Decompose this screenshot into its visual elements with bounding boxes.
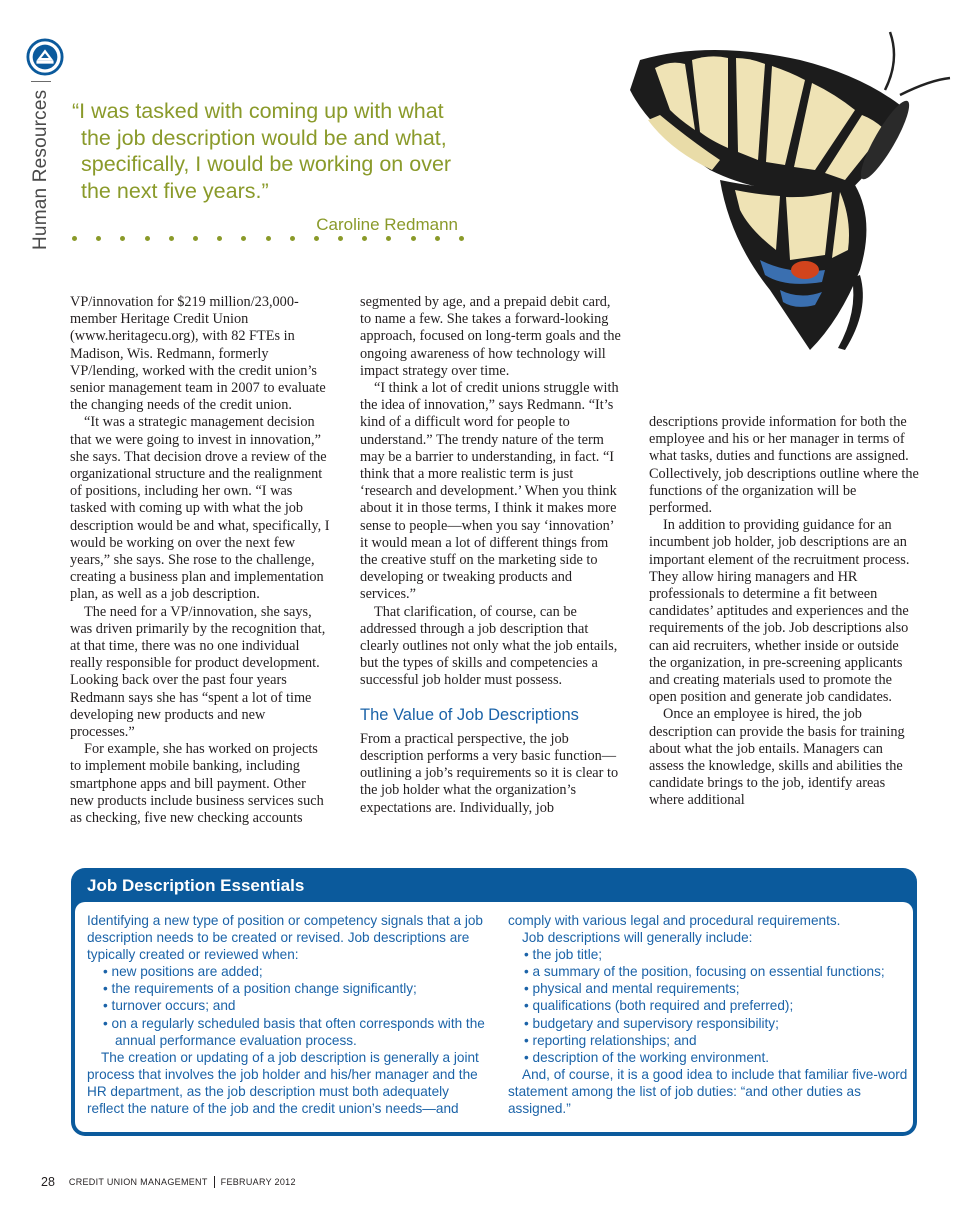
pull-quote-author: Caroline Redmann — [316, 215, 458, 234]
box-paragraph: The creation or updating of a job description is generally a joint process that involves the job holder and his/her manager and the HR department, as the job description must both adequately reflect the nature of the job and the credit union’s needs—and — [87, 1049, 479, 1117]
box-paragraph: Identifying a new type of position or competency signals that a job description needs to be created or revised. Job descriptions are typically created or reviewed when: — [87, 913, 483, 963]
pull-quote — [72, 98, 472, 239]
section-label-text: Human Resources — [30, 89, 51, 250]
article-column-2 — [360, 294, 624, 817]
article-paragraph: VP/innovation for $219 million/23,000-member Heritage Credit Union (www.heritagecu.org), with 82 FTEs in Madison, Wis. Redmann, formerly VP/lending, worked with the credit union’s senior management team in 2007 to evaluate the changing needs of the credit union. — [70, 294, 326, 414]
article-paragraph: descriptions provide information for both the employee and his or her manager in terms of what tasks, duties and functions are assigned. Collectively, job descriptions outline where the functions of the organization will be performed. — [649, 414, 919, 517]
box-column-left — [87, 912, 487, 1117]
cu-logo-icon — [26, 38, 64, 76]
article-paragraph: That clarification, of course, can be addressed through a job description that clearly outlines not only what the job entails, but the types of skills and competencies a successful job holder must possess. — [360, 603, 618, 689]
article-paragraph: “It was a strategic management decision that we were going to invest in innovation,” she says. That decision drove a review of the organizational structure and the realignment of positions, including her own. “I was tasked with coming up with what the job description would be and what, specifically, I would be working on over the next few years,” she says. She rose to the challenge, creating a business plan and implementation plan, as well as a job description. — [70, 414, 330, 603]
article-column-1 — [70, 294, 330, 827]
box-content — [75, 902, 913, 1132]
article-column-3 — [649, 414, 919, 810]
list-item: • description of the working environment. — [524, 1049, 770, 1065]
section-heading: The Value of Job Descriptions — [360, 705, 579, 724]
article-paragraph: segmented by age, and a prepaid debit card, to name a few. She takes a forward-looking approach, focused on long-term goals and the ongoing awareness of how technology will impact strategy over time. — [360, 294, 621, 379]
list-item: • the job title; — [524, 947, 603, 963]
box-paragraph: Job descriptions will generally include: — [522, 930, 753, 946]
list-item: • turnover occurs; and — [103, 998, 236, 1014]
box-paragraph: And, of course, it is a good idea to include that familiar five-word statement among the list of job duties: “and other duties as assigned.” — [508, 1066, 908, 1117]
box-paragraph: comply with various legal and procedural requirements. — [508, 913, 841, 928]
job-description-essentials-box — [71, 868, 917, 1136]
list-item: • on a regularly scheduled basis that often corresponds with the annual performance evaluation process. — [103, 1015, 485, 1048]
section-label — [30, 81, 52, 250]
list-item: • qualifications (both required and preferred); — [524, 998, 794, 1014]
article-paragraph: For example, she has worked on projects to implement mobile banking, including smartphone apps and bill payment. Other new products include business services such as checking, five new checking accounts — [70, 741, 324, 827]
page-number: 28 — [41, 1175, 55, 1189]
list-item: • the requirements of a position change significantly; — [103, 981, 417, 997]
butterfly-image — [600, 20, 960, 360]
publication-name: CREDIT UNION MANAGEMENT — [68, 1177, 208, 1187]
page-footer — [41, 1175, 296, 1189]
article-paragraph: In addition to providing guidance for an incumbent job holder, job descriptions are an important element of the recruitment process. They allow hiring managers and HR professionals to determine a fit between candidates’ aptitudes and experiences and the requirements of the job. Job descriptions also can aid recruiters, whether inside or outside the organization, in pre-screening applicants and creating materials used to promote the open position and generate job candidates. — [649, 517, 910, 706]
list-item: • reporting relationships; and — [524, 1032, 697, 1048]
footer-divider — [214, 1176, 215, 1188]
list-item: • budgetary and supervisory responsibility; — [524, 1015, 779, 1031]
article-paragraph: Once an employee is hired, the job description can provide the basis for training about what the job entails. Managers can assess the knowledge, skills and abilities the candidate brings to the job, identify areas where additional — [649, 706, 905, 809]
section-divider — [31, 81, 51, 82]
article-paragraph: From a practical perspective, the job description performs a very basic function—outlining a job’s requirements so it is clear to the job holder what the organization’s expectations are. Individually, job — [360, 730, 619, 816]
box-column-right — [508, 912, 908, 1117]
list-item: • physical and mental requirements; — [524, 981, 740, 997]
list-item: • a summary of the position, focusing on essential functions; — [524, 964, 885, 980]
list-item: • new positions are added; — [103, 964, 263, 980]
article-paragraph: The need for a VP/innovation, she says, was driven primarily by the recognition that, at that time, there was no one individual really responsible for product development. Looking back over the past four years Redmann says she has “spent a lot of time developing new products and new processes.” — [70, 603, 326, 741]
box-title: Job Description Essentials — [87, 876, 305, 895]
dotted-divider — [72, 236, 464, 248]
article-paragraph: “I think a lot of credit unions struggle with the idea of innovation,” says Redmann. “It’s kind of a difficult word for people to understand.” The trendy nature of the term may be a barrier to understanding, in fact. “I think that a more realistic term is just ‘research and development.’ When you think about it in those terms, I think it makes more sense to people—when you say ‘innovation’ it would mean a lot of different things from the creative stuff on the marketing side to developing or tweaking products and services.” — [360, 380, 619, 603]
pull-quote-text: “I was tasked with coming up with what the job description would be and what, specifically, I would be working on over the next five years.” — [72, 99, 452, 203]
issue-date: FEBRUARY 2012 — [220, 1177, 296, 1187]
